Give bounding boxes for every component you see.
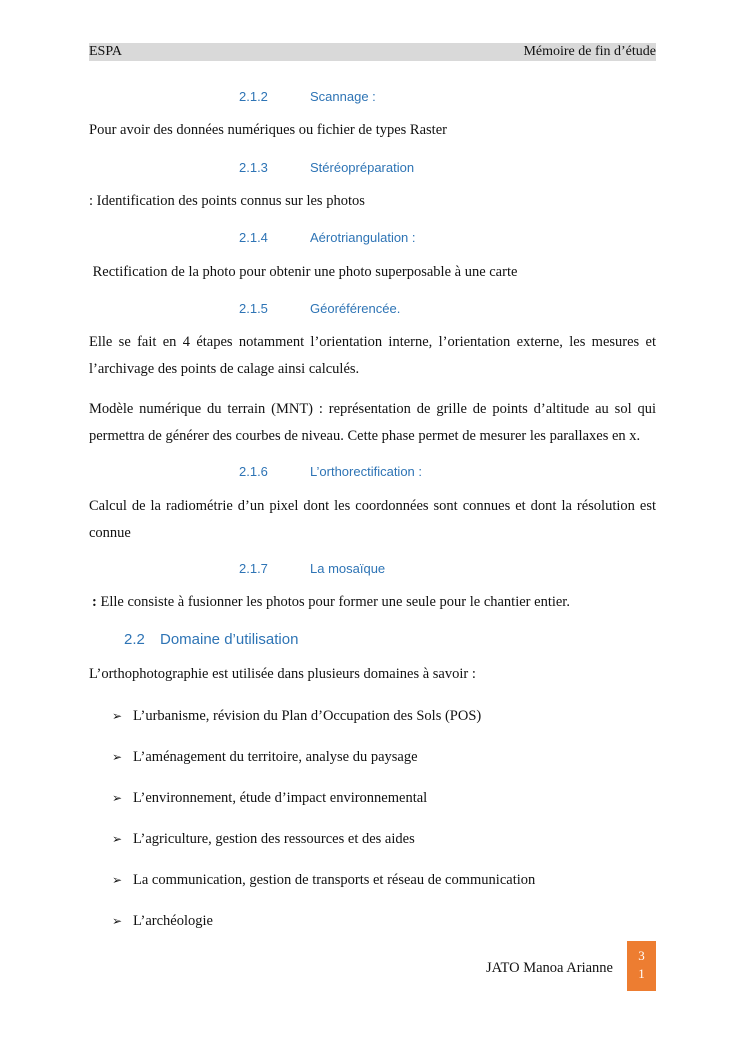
arrow-bullet-icon: ➢ [112, 914, 123, 928]
page-header [89, 43, 656, 61]
list-item-text: L’urbanisme, révision du Plan d’Occupation des Sols (POS) [133, 708, 482, 724]
heading-number: 2.1.5 [239, 301, 268, 316]
arrow-bullet-icon: ➢ [112, 791, 123, 805]
heading-2-1-3 [239, 160, 414, 176]
heading-2-1-4 [239, 230, 416, 246]
heading-number: 2.1.4 [239, 230, 268, 245]
bold-colon: : [92, 594, 97, 610]
heading-number: 2.1.6 [239, 464, 268, 479]
list-item [112, 830, 415, 848]
list-item [112, 912, 213, 930]
heading-2-1-2 [239, 89, 376, 105]
arrow-bullet-icon: ➢ [112, 709, 123, 723]
paragraph-aerotriangulation: Rectification de la photo pour obtenir une photo superposable à une carte [89, 264, 518, 280]
arrow-bullet-icon: ➢ [112, 750, 123, 764]
arrow-bullet-icon: ➢ [112, 832, 123, 846]
heading-title: Géoréférencée. [310, 301, 401, 316]
heading-2-2 [124, 631, 298, 649]
list-item-text: L’environnement, étude d’impact environnemental [133, 790, 428, 806]
heading-number: 2.1.3 [239, 160, 268, 175]
header-right: Mémoire de fin d’étude [523, 44, 656, 59]
heading-number: 2.1.7 [239, 561, 268, 576]
heading-2-1-7 [239, 561, 385, 577]
header-left: ESPA [89, 44, 122, 59]
paragraph-orthorectification: Calcul de la radiométrie d’un pixel dont les coordonnées sont connues et dont la résolution est connue [89, 498, 656, 541]
page-number-digit: 1 [638, 966, 645, 981]
heading-2-1-5 [239, 301, 400, 317]
list-item-text: L’archéologie [133, 913, 213, 929]
list-item [112, 789, 427, 807]
list-item [112, 707, 481, 725]
paragraph-mnt: Modèle numérique du terrain (MNT) : représentation de grille de points d’altitude au sol qui permettra de générer des courbes de niveau. Cette phase permet de mesurer les parallaxes en x. [89, 401, 656, 444]
heading-2-1-6 [239, 464, 422, 480]
heading-title: Aérotriangulation : [310, 230, 416, 245]
list-item-text: La communication, gestion de transports et réseau de communication [133, 872, 536, 888]
paragraph-intro: L’orthophotographie est utilisée dans plusieurs domaines à savoir : [89, 666, 476, 682]
paragraph-mosaique [89, 589, 659, 616]
list-item-text: L’agriculture, gestion des ressources et des aides [133, 831, 415, 847]
heading-number: 2.2 [124, 631, 145, 648]
page-number-badge [627, 941, 656, 991]
list-item [112, 748, 418, 766]
heading-title: Scannage : [310, 89, 376, 104]
arrow-bullet-icon: ➢ [112, 873, 123, 887]
heading-number: 2.1.2 [239, 89, 268, 104]
paragraph-stereopreparation: : Identification des points connus sur les photos [89, 193, 365, 209]
heading-title: La mosaïque [310, 561, 386, 576]
paragraph-scannage: Pour avoir des données numériques ou fichier de types Raster [89, 122, 447, 138]
paragraph-georeferencee: Elle se fait en 4 étapes notamment l’orientation interne, l’orientation externe, les mesures et l’archivage des points de calage ainsi calculés. [89, 334, 656, 377]
heading-title: Stéréopréparation [310, 160, 415, 175]
list-item [112, 871, 535, 889]
footer-author: JATO Manoa Arianne [486, 960, 613, 976]
heading-title: Domaine d’utilisation [160, 631, 299, 648]
mosaique-text: Elle consiste à fusionner les photos pour former une seule pour le chantier entier. [96, 594, 570, 610]
list-item-text: L’aménagement du territoire, analyse du paysage [133, 749, 418, 765]
page-number-digit: 3 [638, 948, 645, 963]
heading-title: L’orthorectification : [310, 464, 423, 479]
